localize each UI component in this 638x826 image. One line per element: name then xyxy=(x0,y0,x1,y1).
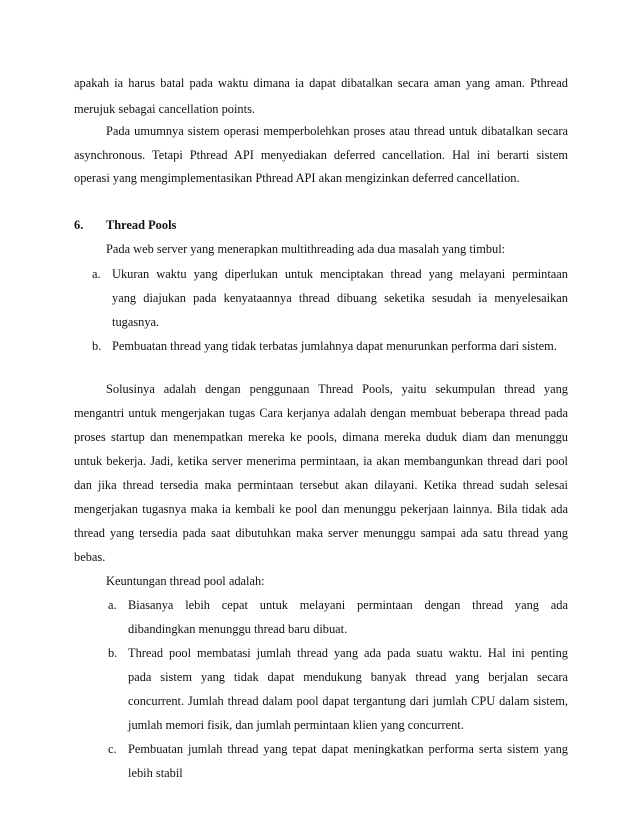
advantage-b-marker: b. xyxy=(108,646,118,660)
solution-line-3: proses startup dan menempatkan mereka ke pools, dimana mereka duduk diam dan menunggu xyxy=(74,430,568,444)
section-number: 6. xyxy=(74,218,84,232)
problem-a-line-2: yang diajukan pada kenyataannya thread dibuang seketika sesudah ia menyelesaikan xyxy=(112,291,568,305)
advantage-c-marker: c. xyxy=(108,742,117,756)
problem-b-line-1: Pembuatan thread yang tidak terbatas jumlahnya dapat menurunkan performa dari sistem. xyxy=(112,339,557,353)
advantages-intro: Keuntungan thread pool adalah: xyxy=(106,574,265,588)
section-title: Thread Pools xyxy=(106,218,177,232)
advantage-c-line-2: lebih stabil xyxy=(128,766,183,780)
problem-b-marker: b. xyxy=(92,339,102,353)
paragraph-1-line-2: merujuk sebagai cancellation points. xyxy=(74,102,255,116)
paragraph-2-line-3: operasi yang mengimplementasikan Pthread API akan mengizinkan deferred cancellation. xyxy=(74,171,520,185)
advantage-a-line-1: Biasanya lebih cepat untuk melayani permintaan dengan thread yang ada xyxy=(128,598,568,612)
section-intro: Pada web server yang menerapkan multithreading ada dua masalah yang timbul: xyxy=(106,242,506,256)
solution-line-7: thread yang tersedia pada saat dibutuhkan maka server menunggu sampai ada satu thread yang xyxy=(74,526,568,540)
advantage-a-marker: a. xyxy=(108,598,117,612)
advantage-b-line-1: Thread pool membatasi jumlah thread yang ada pada suatu waktu. Hal ini penting xyxy=(128,646,568,660)
advantage-b-line-4: jumlah memori fisik, dan jumlah permintaan klien yang concurrent. xyxy=(128,718,464,732)
problem-a-line-3: tugasnya. xyxy=(112,315,160,329)
solution-line-6: mengerjakan tugasnya maka ia kembali ke pool dan menunggu pekerjaan lainnya. Bila tidak ada xyxy=(74,502,568,516)
problem-a-line-1: Ukuran waktu yang diperlukan untuk menciptakan thread yang melayani permintaan xyxy=(112,267,568,281)
paragraph-1-line-1: apakah ia harus batal pada waktu dimana ia dapat dibatalkan secara aman yang aman. Pthread xyxy=(74,76,568,90)
problem-a-marker: a. xyxy=(92,267,101,281)
advantage-c-line-1: Pembuatan jumlah thread yang tepat dapat meningkatkan performa serta sistem yang xyxy=(128,742,568,756)
advantage-b-line-2: pada sistem yang tidak dapat mendukung banyak thread yang berjalan secara xyxy=(128,670,568,684)
paragraph-2-line-2: asynchronous. Tetapi Pthread API menyediakan deferred cancellation. Hal ini berarti sistem xyxy=(74,148,568,162)
solution-line-2: mengantri untuk mengerjakan tugas Cara kerjanya adalah dengan membuat beberapa thread pada xyxy=(74,406,568,420)
solution-line-5: dan jika thread tersedia maka permintaan tersebut akan dilayani. Ketika thread sudah selesai xyxy=(74,478,568,492)
advantage-b-line-3: concurrent. Jumlah thread dalam pool dapat tergantung dari jumlah CPU dalam sistem, xyxy=(128,694,568,708)
paragraph-2-line-1: Pada umumnya sistem operasi memperbolehkan proses atau thread untuk dibatalkan secara xyxy=(106,124,568,138)
solution-line-8: bebas. xyxy=(74,550,106,564)
solution-line-4: untuk bekerja. Jadi, ketika server menerima permintaan, ia akan membangunkan thread dari pool xyxy=(74,454,568,468)
advantage-a-line-2: dibandingkan menunggu thread baru dibuat. xyxy=(128,622,348,636)
solution-line-1: Solusinya adalah dengan penggunaan Thread Pools, yaitu sekumpulan thread yang xyxy=(106,382,568,396)
